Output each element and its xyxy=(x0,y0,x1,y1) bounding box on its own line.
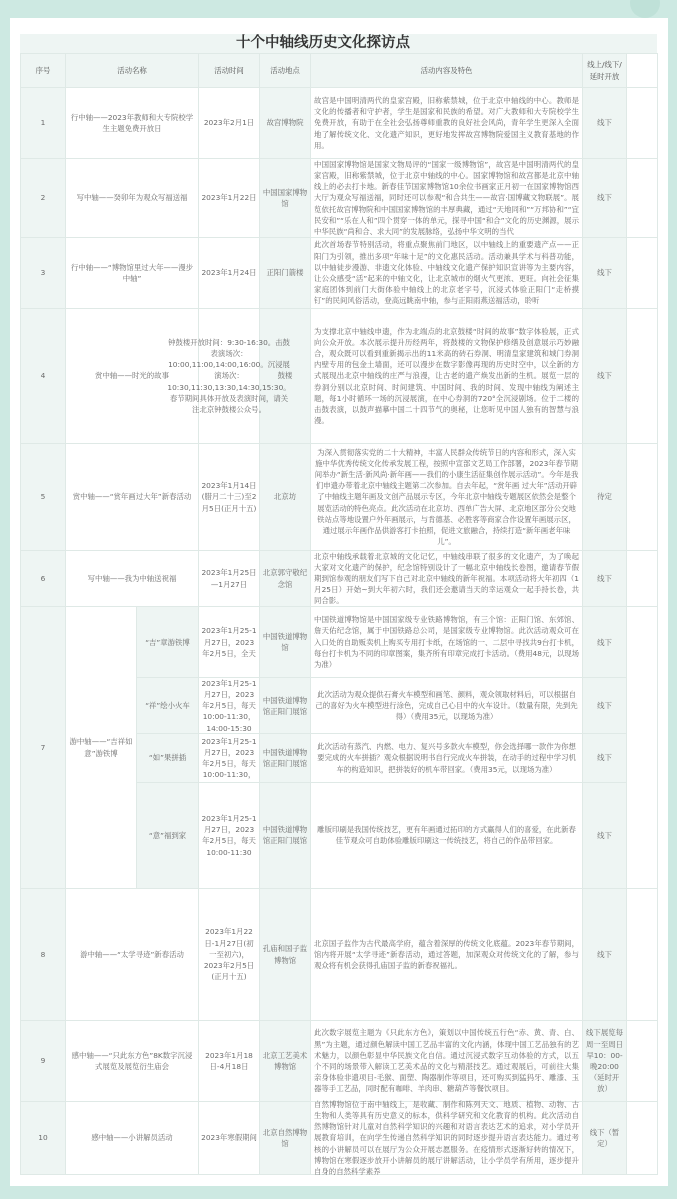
activity-time xyxy=(199,782,260,888)
empty-cell xyxy=(627,607,658,889)
activity-place-text: 鼓楼 xyxy=(277,371,293,381)
activity-mode-text: 线下 xyxy=(597,371,612,381)
activity-name-text: 赏中轴——“赏年画过大年”新春活动 xyxy=(72,492,192,502)
activity-mode-text: 线下 xyxy=(597,701,612,711)
activity-name xyxy=(66,238,199,309)
activity-mode-text: 线下 xyxy=(597,268,612,278)
activity-time xyxy=(199,551,260,607)
activity-content-text: 此次活动为观众提供石膏火车模型和画笔、颜料，观众领取材料后，可以根据自己的喜好为火车模型进行涂色，完成自己心目中的火车设计。（数量有限，先到先得）（费用35元，以现场为准） xyxy=(315,690,578,722)
activity-place-text: 北京自然博物馆 xyxy=(262,1127,308,1148)
header-row xyxy=(21,54,658,88)
activity-mode-text: 待定 xyxy=(597,492,612,502)
activity-mode-text: 线下 xyxy=(597,949,612,959)
activity-content xyxy=(311,238,583,309)
activity-content-text: 北京国子监作为古代最高学府，蕴含着深厚的传统文化底蕴。2023年春节期间，馆内将开展“太学寻迹”新春活动，通过答题，加深观众对传统文化的了解，参与观众将有机会获得孔庙国子监的新春祝福礼。 xyxy=(314,938,580,971)
decorative-circle xyxy=(630,0,660,18)
row-seq xyxy=(21,159,66,238)
sub-activity-name xyxy=(137,678,199,734)
activity-place-text: 北京坊 xyxy=(273,492,297,502)
activity-name-text: 感中轴——“只此东方色”8K数字沉浸式展览及展览衍生庙会 xyxy=(71,1050,193,1071)
header-seq: 序号 xyxy=(21,54,66,88)
empty-cell xyxy=(627,551,658,607)
activity-time-text: 2023年2月1日 xyxy=(203,118,255,128)
activity-time-text: 钟鼓楼开放时间：9:30-16:30。击鼓表演场次：10:00,11:00,14:00,16:00。沉浸展演场次：10:30,11:30,13:30,14:30,15:30。春节期间具体开放及表演时间，请关注北京钟鼓楼公众号。 xyxy=(167,337,291,414)
row-seq xyxy=(21,889,66,1021)
activity-name-text: 写中轴——癸卯年为观众写福送福 xyxy=(76,193,188,203)
activity-name xyxy=(66,551,199,607)
table-row xyxy=(21,1102,658,1175)
activity-mode-text: 线下展览每周一至周日早10：00-晚20:00（延时开放） xyxy=(586,1028,623,1094)
activity-content xyxy=(311,88,583,159)
row-seq xyxy=(21,309,66,444)
table-row xyxy=(21,238,658,309)
activity-place-text: 中国铁道博物馆正阳门展馆 xyxy=(262,747,308,769)
row-seq-text: 9 xyxy=(40,1056,46,1066)
activity-name-text: 行中轴——2023年教师和大专院校学生主题免费开放日 xyxy=(70,112,194,133)
activity-content xyxy=(311,309,583,444)
activity-time xyxy=(199,238,260,309)
sub-activity-name-text: “意”福到家 xyxy=(148,830,187,840)
activity-time-text: 2023年1月25-1月27日，2023年2月5日，每天10:00-11:30， xyxy=(201,736,257,780)
activity-place-text: 故宫博物院 xyxy=(266,118,304,128)
activity-time-text: 2023年1月24日 xyxy=(201,268,257,278)
table-row xyxy=(21,309,658,444)
activity-place-text: 中国国家博物馆 xyxy=(262,187,308,208)
activity-content-text: 故宫是中国明清两代的皇家宫殿，旧称紫禁城，位于北京中轴线的中心。教师是文化的传播者和守护者，学生是国家和民族的希望。对广大教师和大专院校学生免费开放，有助于在全社会弘扬尊师重教的良好社会风尚，青年学生更深入全面地了解传统文化、文化遗产知识，更好地发挥故宫博物院爱国主义教育基地的作用。 xyxy=(314,95,580,150)
activity-mode xyxy=(583,444,627,551)
header-name: 活动名称 xyxy=(66,54,199,88)
activities-table xyxy=(20,53,658,1175)
activity-time xyxy=(199,1102,260,1175)
activity-mode xyxy=(583,889,627,1021)
empty-cell xyxy=(627,88,658,159)
activity-time-text: 2023年1月25-1月27日，2023年2月5日，每天10:00-11:30，14:00-15:30 xyxy=(201,678,257,733)
activity-name xyxy=(66,444,199,551)
sub-activity-name xyxy=(137,734,199,782)
activity-content xyxy=(311,734,583,782)
row-seq xyxy=(21,1021,66,1102)
header-content: 活动内容及特色 xyxy=(311,54,583,88)
activity-content-text: 此次首场春节特别活动，将重点聚焦前门地区，以中轴线上的重要遗产点——正阳门为引领，推出多项“年味十足”的文化惠民活动。活动兼具学术与科普功能，以中轴徒步漫游、非遗文化体验、中轴线文化遗产保护知识宣讲等为主要内容，让公众感受“活”起来的中轴文化，让北京城市的烟火气更浓、更旺。向社会征集家庭团体到前门大街体验中轴线上的北京老字号，沉浸式体验正阳门“走桥摸钉”的民间风俗活动，登高远眺南中轴，参与正阳雨燕送福活动，聆听 xyxy=(314,240,580,306)
activity-time-text: 2023年1月18日-4月18日 xyxy=(205,1050,253,1071)
activity-place xyxy=(260,678,311,734)
activity-time xyxy=(199,678,260,734)
activity-content-text: 北京中轴线承载着北京城的文化记忆，中轴线串联了很多的文化遗产，为了唤起大家对文化遗产的保护，纪念馆特别设计了一幅北京中轴线长卷图，邀请春节假期到馆参观的朋友们写下自己对北京中轴线的新年祝福。本项活动将大年初四（1月25日）开始~到大年初六时，我们还会邀请当天的幸运观众一起手持长卷，共同合影。 xyxy=(314,551,580,606)
activity-name-text: 游中轴——“太学寻迹”新春活动 xyxy=(80,949,184,959)
activity-content-text: 为深入贯彻落实党的二十大精神，丰富人民群众传统节日的内容和形式，深入实施中华优秀传统文化传承发展工程，按照中宣部文艺局工作部署，2023年春节期间举办“新生活·新风尚·新年画——我们的小康生活征集创作展示活动”。今年是我们申遗办带着北京中轴线主题第二次参加。自去年起，“赏年画 过大年”活动开辟了中轴线主题年画及文创产品展示专区，今年北京中轴线专题展区依然会是整个展览活动的特色亮点。此次活动在北京坊、西单广告大屏、北京地区部分公交地铁站点等地设置户外年画展示，与肯德基、必胜客等商家合作设置年画展示区，通过展示年画作品供游客打卡拍照，促进文旅融合，持续打造“新年画老年味儿”。 xyxy=(314,447,579,547)
empty-cell xyxy=(627,1021,658,1102)
activity-mode xyxy=(583,782,627,888)
row-seq xyxy=(21,607,66,889)
activity-place-text: 正阳门箭楼 xyxy=(266,268,304,278)
row-seq-text: 2 xyxy=(40,193,46,203)
activity-place xyxy=(260,1102,311,1175)
activity-time-text: 2023年1月22日 xyxy=(201,193,257,203)
activity-mode-text: 线下 xyxy=(597,830,612,840)
activity-content xyxy=(311,444,583,551)
activity-mode-text: 线下 xyxy=(597,753,612,763)
activity-mode xyxy=(583,551,627,607)
activity-content-text: 中国铁道博物馆是中国国家级专业铁路博物馆，有三个馆：正阳门馆、东郊馆、詹天佑纪念馆，属于中国铁路总公司，是国家级专业博物馆。此次活动观众可在入口处的自助贩卖机上购买专用打卡纸，在场馆的一、二层中寻找共9台打卡机，每台打卡机为不同的印章图案，集齐所有印章完成打卡活动。（费用48元，以现场为准） xyxy=(314,615,580,669)
empty-cell xyxy=(627,309,658,444)
activity-mode xyxy=(583,159,627,238)
activity-mode xyxy=(583,678,627,734)
activity-time xyxy=(199,444,260,551)
activity-name xyxy=(66,159,199,238)
row-seq-text: 8 xyxy=(40,949,46,959)
row-seq-text: 4 xyxy=(40,371,46,381)
activity-mode xyxy=(583,1102,627,1175)
activity-place xyxy=(260,1021,311,1102)
activity-name-text: 赏中轴——时光的故事 xyxy=(95,371,169,381)
activity-mode-text: 线下（暂定） xyxy=(589,1127,620,1148)
activity-content-text: 雕版印刷是我国传统技艺，更有年画通过拓印的方式赢得人们的喜爱，在此新春佳节观众可自助体验雕版印刷这一传统技艺，将自己的作品带回家。 xyxy=(317,825,576,846)
table-row xyxy=(21,607,658,678)
row-seq xyxy=(21,551,66,607)
activity-content-text: 此次活动有蒸汽、内燃、电力、复兴号多款火车模型，你会选择哪一款作为你想要完成的火车拼插？观众根据说明书自行完成火车拼装，在动手的过程中学习机车的构造知识，把拼装好的机车带回家。（费用35元，以现场为准） xyxy=(317,742,576,774)
row-seq-text: 7 xyxy=(40,742,46,752)
activity-name xyxy=(66,88,199,159)
activity-place-text: 中国铁道博物馆 xyxy=(262,631,308,653)
page-title: 十个中轴线历史文化探访点 xyxy=(236,35,410,51)
activity-place-text: 中国铁道博物馆正阳门展馆 xyxy=(262,825,308,846)
empty-cell xyxy=(627,889,658,1021)
activity-time xyxy=(199,889,260,1021)
activity-time-text: 2023年1月22日-1月27日(初一至初六)，2023年2月5日(正月十五) xyxy=(203,927,255,982)
table-row xyxy=(21,88,658,159)
activity-mode xyxy=(583,88,627,159)
row-seq-text: 3 xyxy=(40,268,46,278)
row-seq xyxy=(21,1102,66,1175)
activity-place-text: 孔庙和国子监博物馆 xyxy=(262,944,308,965)
header-time: 活动时间 xyxy=(199,54,260,88)
activity-time-text: 2023年1月14日(腊月二十三)至2月5日(正月十五) xyxy=(201,481,257,513)
activity-time xyxy=(199,607,260,678)
row-seq xyxy=(21,444,66,551)
activity-content-text: 中国国家博物馆是国家文物局评的“国家一级博物馆”，故宫是中国明清两代的皇家宫殿，旧称紫禁城，位于北京中轴线的中心。国家博物馆和故宫都是北京中轴线上的必去打卡地。新春佳节国家博物馆10余位书画家正月初一在国家博物馆西大厅为观众写福送福，同时还可以参观“和合共生——故宫·国博藏文物联展”。展览依托故宫博物院和中国国家博物馆的丰厚典藏，通过“天地同和”“万邦协和”“宜民安和”“乐在人和”四个贯穿一体的单元，探寻中国“和合”文化的历史渊源，展示中华民族“尚和合、求大同”的发展脉络，弘扬中华文明的当代 xyxy=(314,159,580,237)
activity-place-text: 北京郭守敬纪念馆 xyxy=(262,568,308,589)
activity-name xyxy=(66,1021,199,1102)
activity-place xyxy=(260,889,311,1021)
header-empty xyxy=(627,54,658,88)
activity-content xyxy=(311,1021,583,1102)
empty-cell xyxy=(627,1102,658,1175)
sub-activity-name-text: “祥”绘小火车 xyxy=(145,701,190,711)
activity-place xyxy=(260,734,311,782)
activity-mode-text: 线下 xyxy=(597,573,612,583)
activity-mode xyxy=(583,734,627,782)
activity-time-text: 2023年1月25日—1月27日 xyxy=(201,568,257,589)
activity-place-text: 中国铁道博物馆正阳门展馆 xyxy=(262,695,308,716)
activity-content xyxy=(311,1099,583,1177)
activity-place xyxy=(260,551,311,607)
activity-content xyxy=(311,551,583,607)
header-mode: 线上/线下/延时开放 xyxy=(583,54,627,88)
activity-content xyxy=(311,159,583,238)
empty-cell xyxy=(627,159,658,238)
title-bar xyxy=(20,34,657,54)
empty-cell xyxy=(627,444,658,551)
empty-cell xyxy=(627,238,658,309)
row-seq-text: 6 xyxy=(40,573,46,583)
activity-place xyxy=(260,444,311,551)
activity-place xyxy=(260,782,311,888)
activity-place xyxy=(260,88,311,159)
activity-mode xyxy=(583,309,627,444)
row-seq-text: 1 xyxy=(40,118,46,128)
activity-mode-text: 线下 xyxy=(597,637,612,647)
activity-time-text: 2023年寒假期间 xyxy=(201,1133,257,1143)
table-row xyxy=(21,1021,658,1102)
activity-mode xyxy=(583,607,627,678)
header-place: 活动地点 xyxy=(260,54,311,88)
activity-place xyxy=(260,238,311,309)
table-row xyxy=(21,444,658,551)
activity-name xyxy=(66,1102,199,1175)
activity-content-text: 为支撑北京中轴线申遗，作为北端点的北京鼓楼“时间的故事”数字体验展，正式向公众开放。本次展示提升历经两年，将鼓楼的文物保护修缮及创意展示巧妙融合，观众既可以看到重新揭示出的11米高的砖石券洞、明清皇家建筑和城门券洞内壁专用的包金土墙面，还可以漫步在数字影像再现的历史时空中，以全新的方式展现出北京中轴线的庄严与浪漫，让古老的遗产焕发出新的生机。展览一层的券洞分别以北京时间、时间建筑、中国时间、我的时间、发现中轴线为阐述主题，每1小时循环一场的沉浸展演，在中心券洞的720°全沉浸剧场。位于二楼的击鼓表演，以鼓声描摹中国二十四节气的奥秘，让您听见中国人独有的智慧与浪漫。 xyxy=(314,326,580,426)
table-row xyxy=(21,159,658,238)
sub-activity-name-text: “吉”章游铁博 xyxy=(145,637,190,647)
activity-place xyxy=(260,607,311,678)
activity-content xyxy=(311,782,583,888)
activity-time-text: 2023年1月25-1月27日，2023年2月5日，每天10:00-11:30 xyxy=(201,813,257,857)
activity-time xyxy=(167,309,291,444)
activity-name xyxy=(66,889,199,1021)
activity-mode xyxy=(583,238,627,309)
activity-content xyxy=(311,607,583,678)
activity-content-text: 自然博物馆位于南中轴线上，是收藏、制作和陈列天文、地质、植物、动物、古生物和人类等具有历史意义的标本，供科学研究和文化教育的机构。此次活动自然博物馆针对儿童对自然科学知识的兴趣和对语言表达艺术的追求，对小学员开展教育培训，在向学生传递自然科学知识的同时逐步提升语言表达能力。通过考核的小讲解员可以在展厅为公众开展志愿服务。在疫情形式逐渐好转的情况下，博物馆在寒假逐步放开小讲解员的展厅讲解活动，让小学员学有所用，逐步提升自身的自然科学素养 xyxy=(314,1099,580,1177)
activity-time xyxy=(199,88,260,159)
activity-mode xyxy=(583,1021,627,1102)
activity-time xyxy=(199,1021,260,1102)
activity-mode-text: 线下 xyxy=(597,193,612,203)
row-seq xyxy=(21,88,66,159)
activity-name-text: 写中轴——我为中轴送祝福 xyxy=(87,573,177,583)
activity-content xyxy=(311,889,583,1021)
activity-mode-text: 线下 xyxy=(597,118,612,128)
sub-activity-name-text: “如”果拼插 xyxy=(148,753,187,763)
activity-place xyxy=(260,159,311,238)
activity-name-text: 游中轴——“吉祥如意”游铁博 xyxy=(69,737,133,758)
activity-time xyxy=(199,159,260,238)
activity-content xyxy=(311,678,583,734)
activity-place-text: 北京工艺美术博物馆 xyxy=(262,1050,308,1071)
row-seq-text: 10 xyxy=(38,1133,48,1143)
activity-name-text: 行中轴——“博物馆里过大年——漫步中轴” xyxy=(70,262,194,283)
sub-activity-name xyxy=(137,782,199,888)
row-seq xyxy=(21,238,66,309)
activity-time-text: 2023年1月25-1月27日，2023年2月5日，全天 xyxy=(201,626,257,658)
activity-name xyxy=(66,607,137,889)
activity-time xyxy=(199,734,260,782)
table-row xyxy=(21,551,658,607)
activity-content-text: 此次数字展览主题为《只此东方色》，策划以中国传统五行色“赤、黄、青、白、黑”为主题，通过颜色解读中国工艺品丰富的文化内涵，体现中国工艺品独有的艺术魅力，以颜色彰显中华民族文化自信。通过沉浸式数字互动体验的方式，以五个不同的场景带入解读工艺美术品的文化与精湛技艺。通过观展后，可前往大集亲身体验非遗项目-毛猴、面塑、陶器制作等项目，还可购买到猛犸牙、雕漆、玉器等手工艺品，同时配有咖啡、羊肉串、糖葫芦等餐饮项目。 xyxy=(314,1028,580,1094)
row-seq-text: 5 xyxy=(40,492,46,502)
sub-activity-name xyxy=(137,607,199,678)
table-row xyxy=(21,889,658,1021)
activity-name-text: 感中轴——小讲解员活动 xyxy=(91,1133,173,1143)
